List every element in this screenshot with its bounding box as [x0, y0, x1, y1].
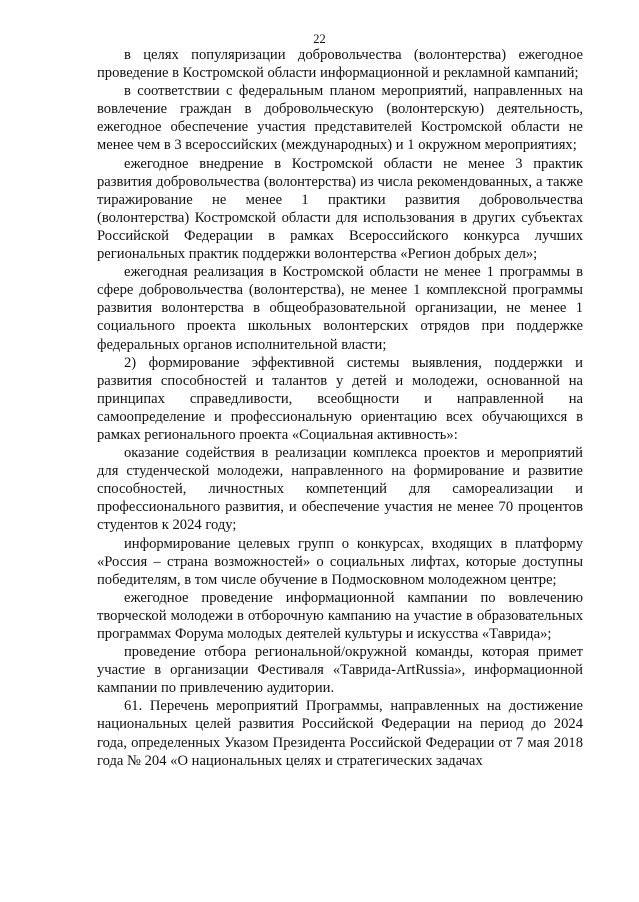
paragraph: 2) формирование эффективной системы выявления, поддержки и развития способностей и талантов у детей и молодежи, основанной на принципах справедливости, всеобщности и направленной на самоопределение и профессиональную ориентацию всех обучающихся в рамках регионального проекта «Социальная активность»:	[97, 354, 583, 443]
paragraph: в соответствии с федеральным планом мероприятий, направленных на вовлечение граждан в добровольческую (волонтерскую) деятельность, ежегодное обеспечение участия представителей Костромской области не менее чем в 3 всероссийских (международных) и 1 окружном мероприятиях;	[97, 83, 583, 154]
paragraph: ежегодная реализация в Костромской области не менее 1 программы в сфере добровольчества (волонтерства), не менее 1 комплексной программы развития волонтерства в общеобразовательной организации, не менее 1 социального проекта школьных волонтерских отрядов при поддержке федеральных органов исполнительной власти;	[97, 264, 583, 353]
paragraph: оказание содействия в реализации комплекса проектов и мероприятий для студенческой молодежи, направленного на формирование и развитие способностей, личностных компетенций для самореализации и профессионального развития, и обеспечение участия не менее 70 процентов студентов к 2024 году;	[97, 445, 583, 534]
paragraph: информирование целевых групп о конкурсах, входящих в платформу «Россия – страна возможностей» о социальных лифтах, которые доступны победителям, в том числе обучение в Подмосковном молодежном центре;	[97, 535, 583, 588]
document-body	[97, 46, 583, 770]
paragraph: в целях популяризации добровольчества (волонтерства) ежегодное проведение в Костромской области информационной и рекламной кампаний;	[97, 47, 583, 82]
paragraph: ежегодное внедрение в Костромской области не менее 3 практик развития добровольчества (волонтерства) из числа рекомендованных, а также тиражирование не менее 1 практики развития добровольчества (волонтерства) Костромской области для использования в других субъектах Российской Федерации в рамках Всероссийского конкурса лучших региональных практик поддержки волонтерства «Регион добрых дел»;	[97, 155, 583, 263]
paragraph: ежегодное проведение информационной кампании по вовлечению творческой молодежи в отборочную кампанию на участие в образовательных программах Форума молодых деятелей культуры и искусства «Таврида»;	[97, 589, 583, 642]
paragraph: 61. Перечень мероприятий Программы, направленных на достижение национальных целей развития Российской Федерации на период до 2024 года, определенных Указом Президента Российской Федерации от 7 мая 2018 года № 204 «О национальных целях и стратегических задачах	[97, 698, 583, 769]
page-number: 22	[313, 32, 326, 46]
paragraph: проведение отбора региональной/окружной команды, которая примет участие в организации Фестиваля «Таврида-ArtRussia», информационной кампании по привлечению аудитории.	[97, 644, 583, 697]
